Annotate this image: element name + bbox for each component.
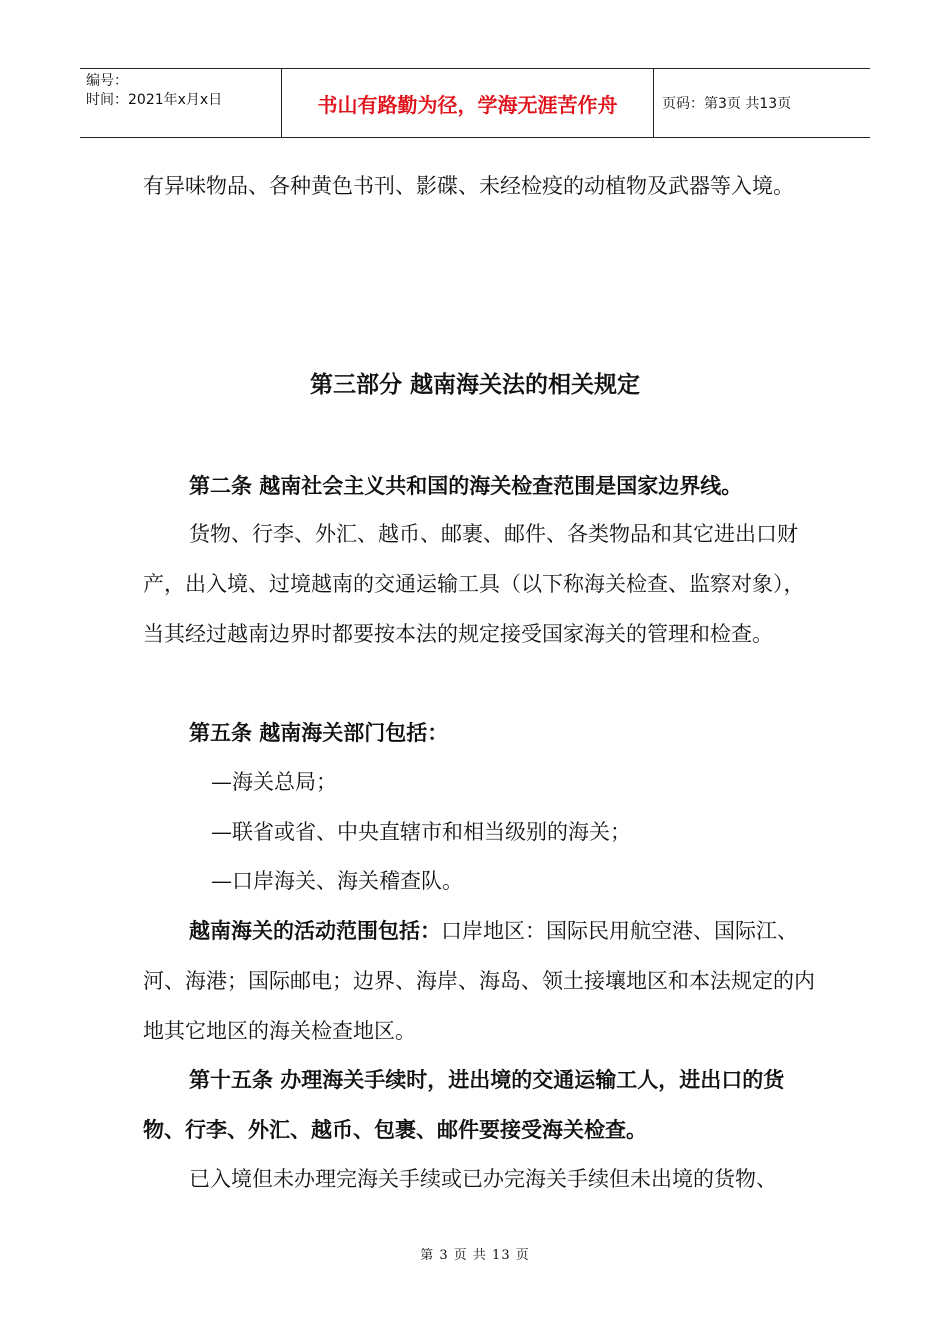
article-5-item: —口岸海关、海关稽查队。 bbox=[211, 869, 463, 893]
scope-label: 越南海关的活动范围包括： bbox=[189, 918, 441, 943]
scope-paragraph bbox=[143, 906, 823, 1056]
date-label: 时间：2021年x月x日 bbox=[86, 92, 223, 108]
header-motto: 书山有路勤为径，学海无涯苦作舟 bbox=[282, 69, 654, 137]
article-5-item: —海关总局； bbox=[211, 770, 337, 794]
header-page-info: 页码：第3页 共13页 bbox=[662, 96, 792, 112]
number-label: 编号： bbox=[86, 73, 128, 89]
article-5-item: —联省或省、中央直辖市和相当级别的海关； bbox=[211, 820, 631, 844]
scope-text: 口岸地区：国际民用航空港、国际江、河、海港；国际邮电；边界、海岸、海岛、领土接壤地区和本法规定的内地其它地区的海关检查地区。 bbox=[143, 919, 815, 1043]
section-title: 第三部分 越南海关法的相关规定 bbox=[309, 371, 640, 398]
article-5-heading: 第五条 越南海关部门包括： bbox=[189, 720, 449, 745]
header-meta bbox=[80, 69, 282, 137]
article-2-text: 货物、行李、外汇、越币、邮裹、邮件、各类物品和其它进出口财产，出入境、过境越南的交通运输工具（以下称海关检查、监察对象），当其经过越南边界时都要按本法的规定接受国家海关的管理和检查。 bbox=[143, 522, 805, 646]
continued-paragraph: 有异味物品、各种黄色书刊、影碟、未经检疫的动植物及武器等入境。 bbox=[143, 174, 794, 198]
article-15-text: 已入境但未办理完海关手续或已办完海关手续但未出境的货物、 bbox=[189, 1167, 777, 1191]
article-2-heading: 第二条 越南社会主义共和国的海关检查范围是国家边界线。 bbox=[189, 473, 743, 498]
page-footer: 第 3 页 共 13 页 bbox=[420, 1248, 530, 1263]
document-header bbox=[80, 68, 870, 138]
article-15-heading: 第十五条 办理海关手续时，进出境的交通运输工人，进出口的货物、行李、外汇、越币、包裹、邮件要接受海关检查。 bbox=[143, 1067, 785, 1142]
